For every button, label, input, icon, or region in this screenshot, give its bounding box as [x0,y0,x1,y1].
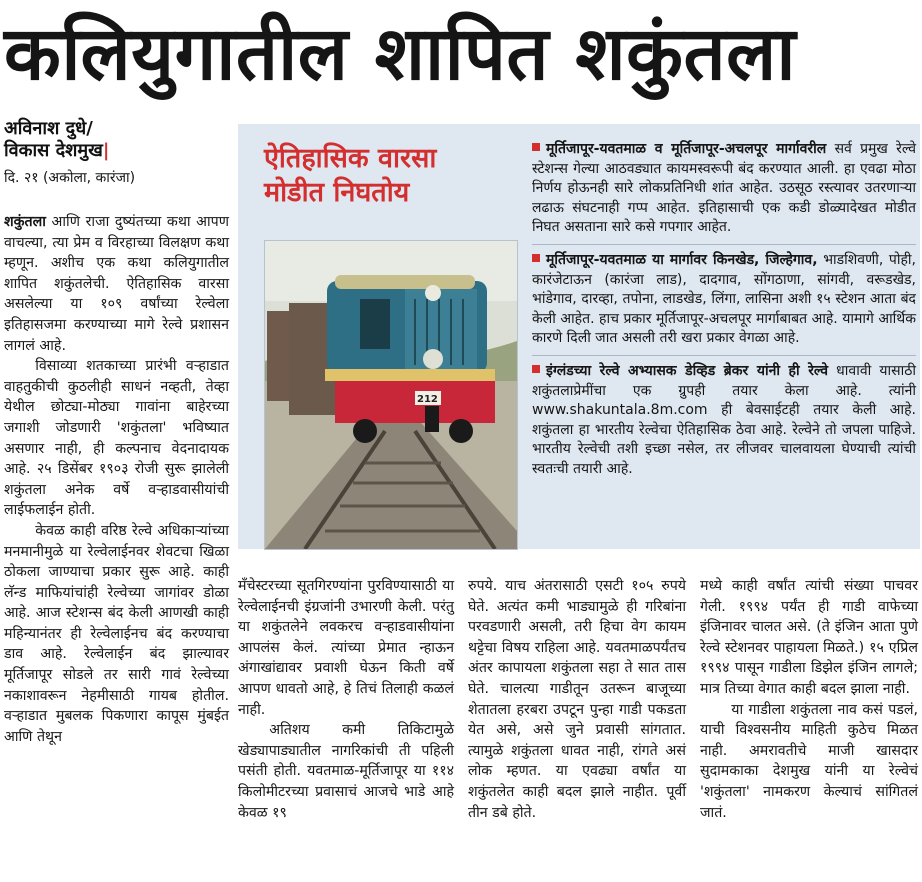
sidebar-item-highlight: मूर्तिजापूर-यवतमाळ व मूर्तिजापूर-अचलपूर मार्गावरील [546,141,827,157]
sidebar-item [532,140,916,245]
sidebar-item [532,251,916,356]
sidebar-item-highlight: इंग्लंडच्या रेल्वे अभ्यासक डेव्हिड ब्रेकर यांनी ही रेल्वे [546,362,829,379]
byline-separator: | [102,140,110,161]
sidebar-box [238,124,920,549]
sidebar-items [532,140,916,492]
paragraph: केवळ काही वरिष्ठ रेल्वे अधिकाऱ्यांच्या मनमानीमुळे या रेल्वेलाईनवर शेवटचा खिळा ठोकला जाण्याचा प्रकार सुरू आहे. काही लॅन्ड माफियांचांही रेल्वेच्या जागांवर डोळा आहे. आज स्टेशन्स बंद केली आणखी काही महिन्यानंतर ही रेल्वेलाईनच बंद करण्याचा डाव आहे. रेल्वेलाईन बंद झाल्यावर मूर्तिजापूर सोडले तर सारी गावं रेल्वेच्या नकाशावरून नेहमीसाठी गायब होतील. वऱ्हाडात मुबलक पिकणारा कापूस मुंबईत आणि तेथून [4,522,229,745]
bullet-square-icon [532,143,540,151]
sidebar-title-line-2: मोडीत निघतोय [264,177,410,208]
paragraph: विसाव्या शतकाच्या प्रारंभी वऱ्हाडात वाहतुकीची कुठलीही साधनं नव्हती, तेव्हा येथील छोट्या-मोठ्या गावांना बाहेरच्या जगाशी जोडणारी 'शकुंतला' भविष्यात असणार नाही, ही कल्पनाच वेदनादायक आहे. २५ डिसेंबर १९०३ रोजी सुरू झालेली शकुंतला अनेक वर्षे वऱ्हाडवासीयांची लाईफलाईन होती. [4,358,229,519]
dateline: दि. २१ (अकोला, कारंजा) [4,170,136,186]
locomotive-number: 212 [417,394,438,405]
sidebar-title-line-1: ऐतिहासिक वारसा [264,143,437,174]
sidebar-item-text: धावावी यासाठी शकुंतलाप्रेमींचा एक ग्रुपही तयार केला आहे. त्यांनी www.shakuntala.8m.com ही बेवसाईटही तयार केली आहे. शकुंतला हा भारतीय रेल्वेचा ऐतिहासिक ठेवा आहे. रेल्वेने तो जपला पाहिजे. भारतीय रेल्वेची तशी इच्छा नसेल, तर लीजवर चालवायला घेण्याची त्यांची स्वतःची तयारी आहे. [532,362,916,477]
byline-author-2: विकास देशमुख [4,140,103,161]
paragraph: अतिशय कमी तिकिटामुळे खेड्यापाड्यातील नागरिकांची ती पहिली पसंती होती. यवतमाळ-मूर्तिजापूर या ११४ किलोमीटरच्या प्रवासाचं आजचे भाडे आहे केवळ १९ [238,722,454,821]
paragraph: रुपये. याच अंतरासाठी एसटी १०५ रुपये घेते. अत्यंत कमी भाड्यामुळे ही गरिबांना परवडणारी असली, तरी हिचा वेग कायम थट्टेचा विषय राहिला आहे. यवतमाळपर्यंतच अंतर कापायला शकुंतला सहा ते सात तास घेते. चालत्या गाडीतून उतरून बाजूच्या शेतातला हरबरा उपटून पुन्हा गाडी पकडता येत असे, असे जुने प्रवासी सांगतात. त्यामुळे शकुंतला धावत नाही, रांगते असं लोक म्हणत. या एवढ्या वर्षांत या शकुंतलेत काही बदल झाले नाहीत. पूर्वी तीन डबे होते. [468,578,686,821]
paragraph: या गाडीला शकुंतला नाव कसं पडलं, याची विश्वसनीय माहिती कुठेच मिळत नाही. अमरावतीचे माजी खासदार सुदामकाका देशमुख यांनी या रेल्वेचं 'शकुंतला' नामकरण केल्याचं सांगितलं जातं. [700,701,918,821]
bullet-square-icon [532,254,540,262]
article-column-4 [700,576,918,823]
locomotive-illustration [265,241,517,549]
sidebar-item-text: भाडशिवणी, पोही, कारंजेटाऊन (कारंजा लाड), दादगाव, सोंगठाणा, सांगवी, वरूडखेड, भांडेगाव, दारव्हा, तपोना, लाडखेड, लिंगा, लासिना अशी १५ स्टेशन आता बंद केली आहेत. हाच प्रकार मूर्तिजापूर-अचलपूर मार्गाबाबत आहे. यामागे आर्थिक कारणे दिली जात असली तरी खरा प्रकार वेगळा आहे. [532,251,917,347]
bullet-square-icon [532,365,540,373]
sidebar-title [264,142,514,210]
byline-author-1: अविनाश दुधे/ [4,118,93,139]
paragraph: मध्ये काही वर्षांत त्यांची संख्या पाचवर गेली. १९९४ पर्यंत ही गाडी वाफेच्या इंजिनावर चालत असे. (ते इंजिन आता पुणे रेल्वे स्टेशनवर पाहायला मिळते.) १५ एप्रिल १९९४ पासून गाडीला डिझेल इंजिन लागले; मात्र तिच्या वेगात काही बदल झाला नाही. [700,578,918,697]
byline [4,118,232,162]
sidebar-item-text: सर्व प्रमुख रेल्वे स्टेशन्स गेल्या आठवड्यात कायमस्वरूपी बंद करण्यात आली. हा एवढा मोठा निर्णय होऊनही सारे लोकप्रतिनिधी शांत आहेत. उठसूठ रस्त्यावर उतरणाऱ्या लढाऊ संघटनाही गप्प आहेत. इतिहासाची एक कडी डोळ्यादेखत मोडीत निघत असताना सारे कसे गपगार आहेत. [532,141,916,236]
article-column-3 [468,576,686,823]
headline: कलियुगातील शापित शकुंतला [4,11,796,97]
sidebar-item-highlight: मूर्तिजापूर-यवतमाळ या मार्गावर किनखेड, जिल्हेगाव, [546,251,818,268]
paragraph [4,212,229,356]
paragraph-text: आणि राजा दुष्यंतच्या कथा आपण वाचल्या, त्या प्रेम व विरहाच्या विलक्षण कथा म्हणून. अशीच एक कथा कलियुगातील शापित शकुंतलेची. ऐतिहासिक वारसा असलेल्या या १०९ वर्षांच्या रेल्वेला इतिहासजमा करण्याच्या मागे रेल्वे प्रशासन लागलं आहे. [4,214,229,354]
paragraph: मॅंचेस्टरच्या सूतगिरण्यांना पुरविण्यासाठी या रेल्वेलाईनची इंग्रजांनी उभारणी केली. परंतु या शकुंतलेने लवकरच वऱ्हाडवासीयांना आपलंस केलं. त्यांच्या प्रेमात न्हाऊन अंगाखांद्यावर प्रवाशी घेऊन किती वर्षे आपण धावतो आहे, हे तिचं तिलाही कळलं नाही. [238,578,454,718]
lead-word: शकुंतला [4,214,46,230]
article-column-1 [4,212,229,747]
train-photo [264,240,518,550]
sidebar-item [532,362,916,486]
article-column-2 [238,576,454,823]
